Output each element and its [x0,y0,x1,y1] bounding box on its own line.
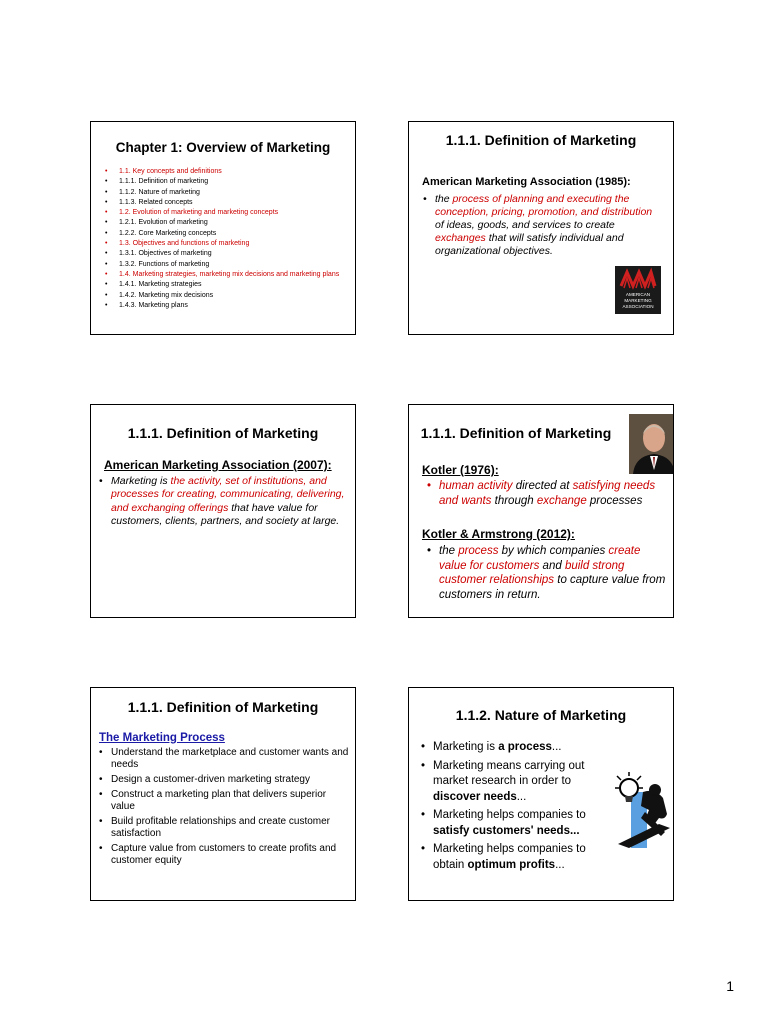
toc-item: • 1.2.1. Evolution of marketing [105,218,345,228]
toc-item: • 1.2.2. Core Marketing concepts [105,229,345,239]
process-item: • Understand the marketplace and customer wants and needs [99,747,349,771]
svg-text:AMERICAN: AMERICAN [625,292,651,297]
toc-item: • 1.1.2. Nature of marketing [105,188,345,198]
toc-item: • 1.4.2. Marketing mix decisions [105,291,345,301]
slide-definition-ama-1985 [408,121,674,335]
toc-item: • 1.3.1. Objectives of marketing [105,249,345,259]
process-item: • Design a customer-driven marketing strategy [99,774,349,786]
nature-item: • Marketing means carrying out market research in order to discover needs... [421,759,611,806]
ama-logo [615,266,661,314]
lightbulb-clipart [615,770,673,850]
nature-item: • Marketing is a process... [421,740,611,756]
process-item: • Capture value from customers to create profits and customer equity [99,843,349,867]
ama-logo-icon [615,266,661,314]
definition-list [99,475,345,528]
slide-title: 1.1.1. Definition of Marketing [445,132,637,148]
lightbulb-icon [615,770,673,850]
process-item: • Build profitable relationships and create customer satisfaction [99,816,349,840]
slide-marketing-process [90,687,356,901]
slide-title: 1.1.1. Definition of Marketing [127,425,319,441]
slide-title: 1.1.1. Definition of Marketing [420,425,612,441]
ka-definition-item: • the process by which companies create value for customers and build strong customer relationships to capture value from customers in return. [427,544,667,602]
nature-item: • Marketing helps companies to obtain optimum profits... [421,842,611,873]
toc-list [105,167,345,311]
toc-item: • 1.3.2. Functions of marketing [105,260,345,270]
definition-item: • the process of planning and executing the conception, pricing, promotion, and distribution of ideas, goods, and services to create exchanges that will satisfy individual and organizational objectives. [423,193,663,258]
svg-text:MARKETING: MARKETING [624,298,652,303]
kotler-armstrong-heading: Kotler & Armstrong (2012): [422,527,575,541]
process-item: • Construct a marketing plan that delivers superior value [99,789,349,813]
kotler-definition-item: • human activity directed at satisfying needs and wants through exchange processes [427,479,667,508]
slide-subtitle: American Marketing Association (2007): [104,458,332,472]
slide-subtitle: American Marketing Association (1985): [422,176,631,188]
slide-definition-ama-2007 [90,404,356,618]
slide-nature-of-marketing [408,687,674,901]
nature-item: • Marketing helps companies to satisfy customers' needs... [421,808,611,839]
toc-item: • 1.1.1. Definition of marketing [105,177,345,187]
ka-definition-list [427,544,667,602]
process-list [99,747,349,867]
toc-item: • 1.3. Objectives and functions of marketing [105,239,345,249]
toc-item: • 1.4.1. Marketing strategies [105,280,345,290]
kotler-definition-list [427,479,667,508]
page-number: 1 [726,978,734,994]
kotler-portrait [629,414,674,474]
slide-title: 1.1.2. Nature of Marketing [455,707,627,723]
svg-text:ASSOCIATION: ASSOCIATION [622,304,654,309]
slide-definition-kotler [408,404,674,618]
portrait-icon [629,414,674,474]
slide-title: 1.1.1. Definition of Marketing [127,699,319,715]
toc-item: • 1.1. Key concepts and definitions [105,167,345,177]
toc-item: • 1.4.3. Marketing plans [105,301,345,311]
nature-list [421,740,611,873]
toc-item: • 1.1.3. Related concepts [105,198,345,208]
slide-title: Chapter 1: Overview of Marketing [115,140,331,155]
definition-item: • Marketing is the activity, set of institutions, and processes for creating, communicating, delivering, and exchanging offerings that have value for customers, clients, partners, and society at large. [99,475,345,528]
toc-item: • 1.2. Evolution of marketing and marketing concepts [105,208,345,218]
kotler-heading: Kotler (1976): [422,463,499,477]
marketing-process-heading: The Marketing Process [99,732,225,744]
slide-chapter-overview [90,121,356,335]
toc-item: • 1.4. Marketing strategies, marketing mix decisions and marketing plans [105,270,345,280]
definition-list [423,193,663,258]
